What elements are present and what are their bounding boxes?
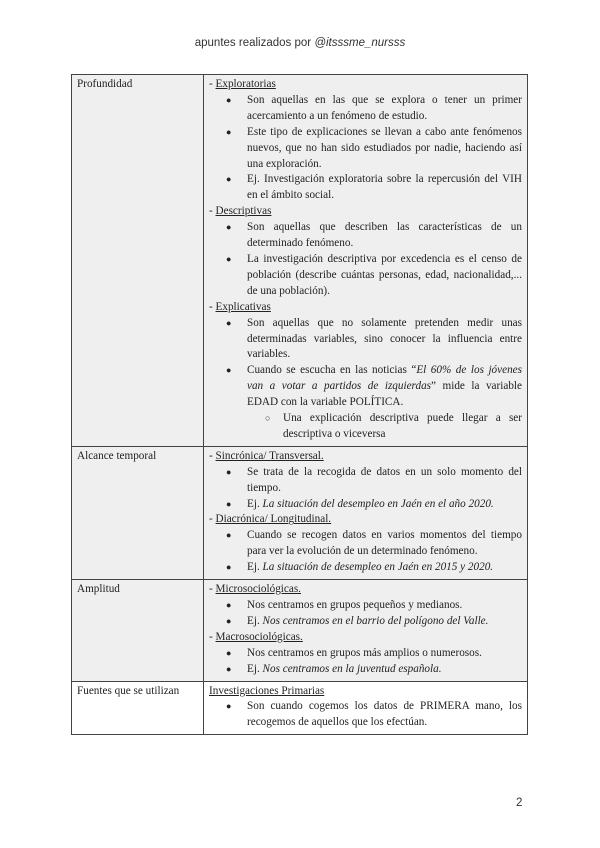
list-item: ● Cuando se escucha en las noticias “El 60% de los jóvenes van a votar a partidos de izquierdas” mide la variable EDAD con la variable POLÍTICA. ○ Una explicación descriptiva puede llegar a ser descriptiva o viceversa — [247, 363, 522, 443]
list-item: ● Ej. Investigación exploratoria sobre la repercusión del VIH en el ámbito social. — [247, 172, 522, 204]
list-item: ● Son aquellas en las que se explora o tener un primer acercamiento a un fenómeno de estudio. — [247, 93, 522, 125]
classification-table — [71, 74, 528, 735]
section-heading: - Descriptivas — [209, 205, 272, 218]
section-heading: Investigaciones Primarias — [209, 684, 325, 697]
list-item: ● Se trata de la recogida de datos en un solo momento del tiempo. — [247, 465, 522, 497]
row-content-alcance-temporal — [204, 446, 528, 579]
list-item: ● Nos centramos en grupos pequeños y medianos. — [247, 598, 522, 614]
section-heading: - Exploratorias — [209, 78, 276, 90]
row-label-alcance-temporal: Alcance temporal — [72, 446, 204, 579]
bullet-list — [209, 93, 522, 204]
list-item: ● Ej. Nos centramos en la juventud española. — [247, 662, 522, 678]
list-item: ● Son cuando cogemos los datos de PRIMERA mano, los recogemos de aquellos que los efectúan. — [247, 699, 522, 731]
row-content-amplitud — [204, 580, 528, 681]
bullet-list — [209, 646, 522, 678]
list-item: ● Ej. La situación de desempleo en Jaén en 2015 y 2020. — [247, 560, 522, 576]
list-item: ● Nos centramos en grupos más amplios o numerosos. — [247, 646, 522, 662]
page-header — [0, 37, 600, 49]
page-number: 2 — [516, 797, 523, 809]
bullet-list — [209, 528, 522, 576]
sub-bullet-list — [247, 411, 522, 443]
table-row — [72, 75, 528, 447]
row-content-fuentes — [204, 681, 528, 735]
row-label-fuentes: Fuentes que se utilizan — [72, 681, 204, 735]
list-item: ● Ej. Nos centramos en el barrio del polígono del Valle. — [247, 614, 522, 630]
list-item: ● Son aquellas que no solamente pretenden medir unas determinadas variables, sino conocer la influencia entre variables. — [247, 316, 522, 364]
header-handle: @itsssme_nursss — [314, 37, 406, 49]
section-heading: - Sincrónica/ Transversal. — [209, 449, 324, 462]
list-item: ● Cuando se recogen datos en varios momentos del tiempo para ver la evolución de un determinado fenómeno. — [247, 528, 522, 560]
list-item: ● La investigación descriptiva por excedencia es el censo de población (describe cuántas personas, edad, nacionalidad,... de una población). — [247, 252, 522, 300]
row-label-profundidad: Profundidad — [72, 75, 204, 447]
list-item: ○ Una explicación descriptiva puede llegar a ser descriptiva o viceversa — [283, 411, 522, 443]
table-row — [72, 580, 528, 681]
list-item: ● Este tipo de explicaciones se llevan a cabo ante fenómenos nuevos, que no han sido estudiados por nadie, haciendo así una exploración. — [247, 125, 522, 173]
bullet-list — [209, 465, 522, 513]
bullet-list — [209, 598, 522, 630]
bullet-list — [209, 316, 522, 443]
list-item: ● Ej. La situación del desempleo en Jaén en el año 2020. — [247, 497, 522, 513]
bullet-list — [209, 699, 522, 731]
row-content-profundidad — [204, 75, 528, 447]
bullet-list — [209, 220, 522, 300]
header-prefix: apuntes realizados por — [194, 37, 315, 49]
section-heading: - Diacrónica/ Longitudinal. — [209, 513, 332, 526]
section-heading: - Explicativas — [209, 300, 271, 313]
section-heading: - Macrosociológicas. — [209, 630, 303, 643]
row-label-amplitud: Amplitud — [72, 580, 204, 681]
table-row — [72, 446, 528, 579]
table-row — [72, 681, 528, 735]
section-heading: - Microsociológicas. — [209, 583, 301, 596]
list-item: ● Son aquellas que describen las características de un determinado fenómeno. — [247, 220, 522, 252]
